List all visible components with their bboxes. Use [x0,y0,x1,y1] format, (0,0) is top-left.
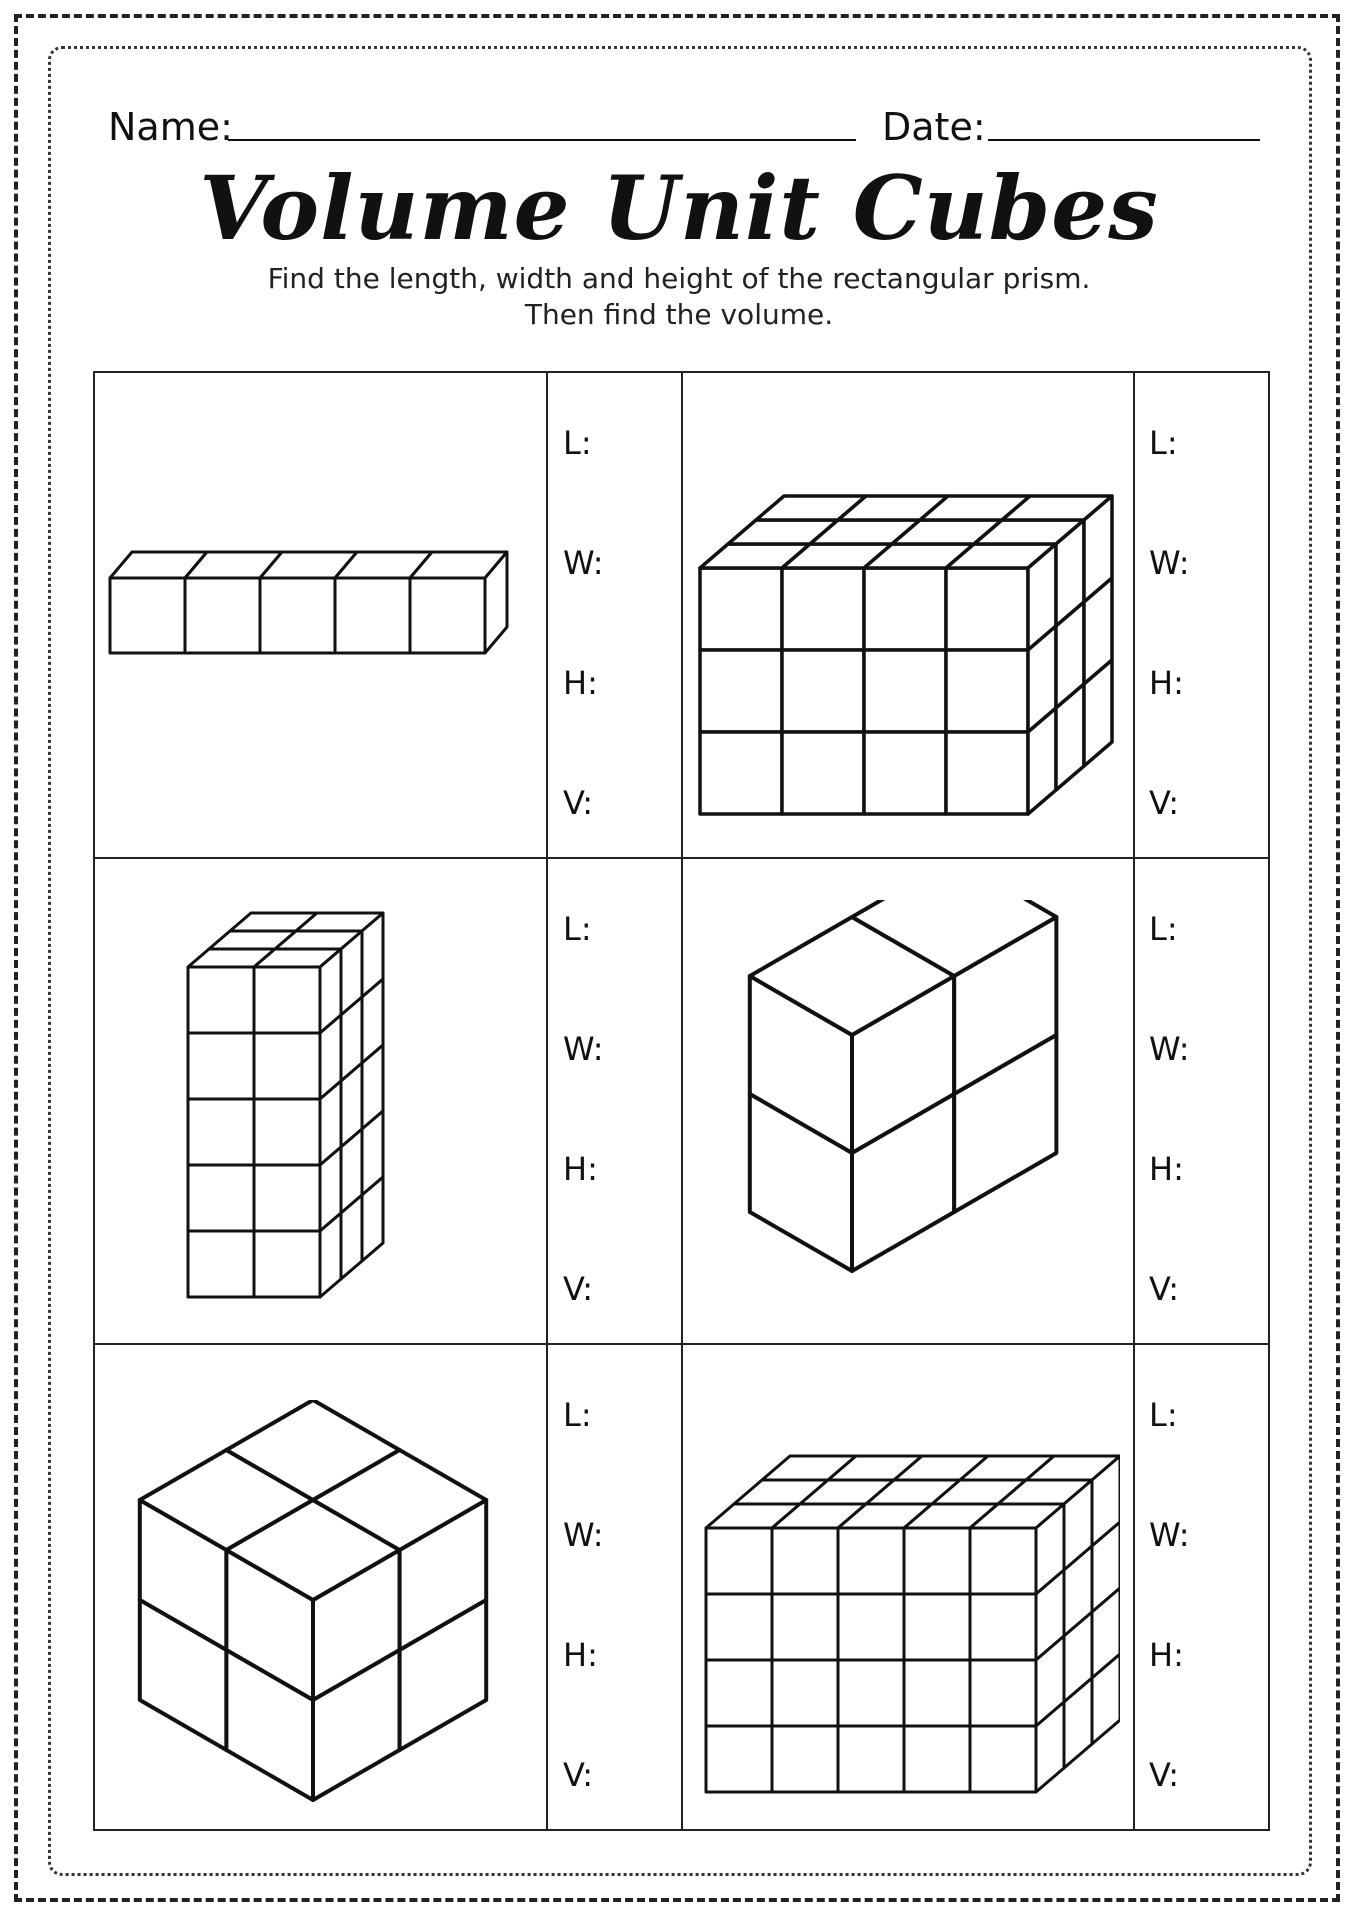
unit-cube-face [782,650,864,732]
unit-cube-face [254,1165,320,1231]
unit-cube-face [706,1594,772,1660]
grid-divider-v1 [546,373,548,1829]
name-field[interactable] [228,139,856,141]
unit-cube-face [946,568,1028,650]
unit-cube-face [904,1528,970,1594]
unit-cube-face [188,967,254,1033]
unit-cube-face [188,1099,254,1165]
unit-cube-face [838,1726,904,1792]
problem-5-length: L: [563,1396,592,1434]
instructions-line-1: Find the length, width and height of the rectangular prism. [267,262,1091,295]
unit-cube-face [864,568,946,650]
problem-2-volume: V: [1149,784,1180,822]
instructions-line-2: Then find the volume. [524,298,834,331]
problem-3-height: H: [563,1150,598,1188]
problem-6-volume: V: [1149,1756,1180,1794]
unit-cube-face [706,1528,772,1594]
unit-cube-face [970,1528,1036,1594]
unit-cube-face [946,732,1028,814]
problem-1-cube-figure [100,530,540,670]
problem-5-height: H: [563,1636,598,1674]
unit-cube-face [838,1594,904,1660]
problem-2-cube-figure [690,476,1130,826]
unit-cube-face [700,568,782,650]
unit-cube-face [254,967,320,1033]
problem-3-length: L: [563,910,592,948]
problem-1-width: W: [563,544,604,582]
unit-cube-face [904,1594,970,1660]
unit-cube-face [706,1726,772,1792]
unit-cube-face [254,1099,320,1165]
problem-3-volume: V: [563,1270,594,1308]
grid-divider-v2 [681,373,683,1829]
problem-2-width: W: [1149,544,1190,582]
unit-cube-face [904,1726,970,1792]
unit-cube-face [970,1594,1036,1660]
problem-3-width: W: [563,1030,604,1068]
grid-divider-h1 [95,857,1268,859]
problem-4-cube-figure [742,900,1072,1320]
problem-6-width: W: [1149,1516,1190,1554]
problem-4-width: W: [1149,1030,1190,1068]
unit-cube-face [772,1660,838,1726]
problem-5-width: W: [563,1516,604,1554]
unit-cube-face [185,578,260,653]
unit-cube-face [904,1660,970,1726]
date-field[interactable] [988,139,1260,141]
unit-cube-face [838,1660,904,1726]
problem-1-height: H: [563,664,598,702]
unit-cube-face [700,650,782,732]
unit-cube-face [970,1726,1036,1792]
unit-cube-face [772,1726,838,1792]
problem-2-height: H: [1149,664,1184,702]
unit-cube-face [970,1660,1036,1726]
problem-5-cube-figure [128,1400,498,1810]
problem-4-height: H: [1149,1150,1184,1188]
unit-cube-face [254,1231,320,1297]
unit-cube-face [188,1231,254,1297]
name-label: Name: [108,105,233,149]
unit-cube-face [706,1660,772,1726]
problem-4-volume: V: [1149,1270,1180,1308]
problem-6-cube-figure [700,1420,1120,1800]
unit-cube-face [782,732,864,814]
problem-4-length: L: [1149,910,1178,948]
problem-1-length: L: [563,424,592,462]
unit-cube-face [946,650,1028,732]
worksheet-title: Volume Unit Cubes [199,156,1159,260]
problem-1-volume: V: [563,784,594,822]
problem-5-volume: V: [563,1756,594,1794]
grid-divider-v3 [1133,373,1135,1829]
problem-6-height: H: [1149,1636,1184,1674]
unit-cube-face [864,650,946,732]
problem-6-length: L: [1149,1396,1178,1434]
grid-divider-h2 [95,1343,1268,1345]
unit-cube-face [772,1528,838,1594]
unit-cube-face [260,578,335,653]
unit-cube-face [772,1594,838,1660]
unit-cube-face [782,568,864,650]
problem-3-cube-figure [180,905,410,1315]
unit-cube-face [700,732,782,814]
unit-cube-face [864,732,946,814]
unit-cube-face [188,1165,254,1231]
unit-cube-face [335,578,410,653]
unit-cube-face [410,578,485,653]
date-label: Date: [882,105,986,149]
unit-cube-face [110,578,185,653]
unit-cube-face [254,1033,320,1099]
unit-cube-face [188,1033,254,1099]
unit-cube-face [838,1528,904,1594]
problem-2-length: L: [1149,424,1178,462]
